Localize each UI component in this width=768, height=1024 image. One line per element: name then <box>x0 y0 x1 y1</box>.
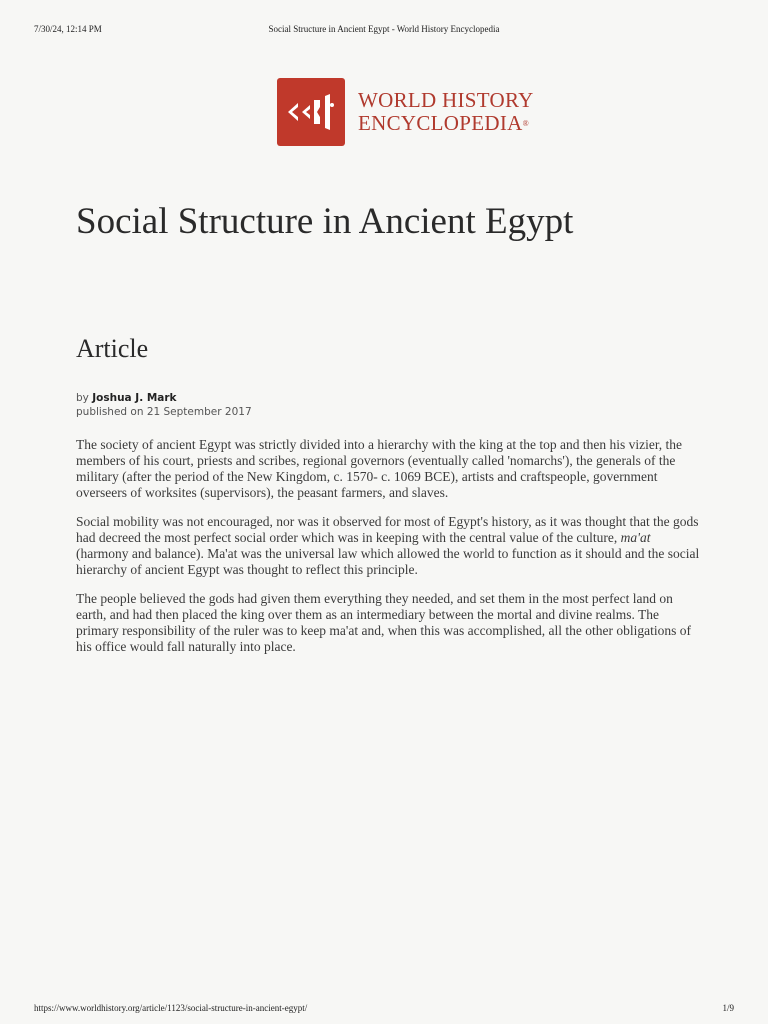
paragraph-2: Social mobility was not encouraged, nor was it observed for most of Egypt's history, as it was thought that the gods had decreed the most perfect social order which was in keeping with the central value of the culture, ma'at (harmony and balance). Ma'at was the universal law which allowed the world to function as it should and the social hierarchy of ancient Egypt was thought to reflect this principle. <box>76 514 700 577</box>
byline <box>76 391 252 419</box>
maat-term-link[interactable]: ma'at <box>620 530 651 545</box>
print-header <box>34 24 734 38</box>
print-page-number: 1/9 <box>722 1003 734 1013</box>
publish-date: published on 21 September 2017 <box>76 406 252 418</box>
print-footer <box>34 1003 734 1015</box>
section-heading: Article <box>76 334 149 363</box>
paragraph-1: The society of ancient Egypt was strictly divided into a hierarchy with the king at the top and then his vizier, the members of his court, priests and scribes, regional governors (eventually called 'nomarchs'), the generals of the military (after the period of the New Kingdom, c. 1570- c. 1069 BCE), artists and craftspeople, government overseers of worksites (supervisors), the peasant farmers, and slaves. <box>76 437 683 500</box>
logo-line-1: WORLD HISTORY <box>358 88 534 112</box>
article-title: Social Structure in Ancient Egypt <box>76 201 574 242</box>
site-logo[interactable] <box>277 78 577 148</box>
paragraph-3: The people believed the gods had given them everything they needed, and set them in the most perfect land on earth, and had then placed the king over them as an intermediary between the mortal and divine realms. The primary responsibility of the ruler was to keep ma'at and, when this was accomplished, all the other obligations of his office would fall naturally into place. <box>76 591 692 654</box>
registered-mark: ® <box>522 119 529 128</box>
by-prefix: by <box>76 392 89 404</box>
print-url: https://www.worldhistory.org/article/1123/social-structure-in-ancient-egypt/ <box>34 1003 308 1013</box>
logo-line-2: ENCYCLOPEDIA® <box>358 111 529 135</box>
logo-mark-icon <box>277 78 345 146</box>
print-datetime: 7/30/24, 12:14 PM <box>34 24 102 34</box>
article-body <box>76 437 704 668</box>
author-line <box>76 391 252 405</box>
print-page-title: Social Structure in Ancient Egypt - World History Encyclopedia <box>268 24 500 34</box>
author-link[interactable]: Joshua J. Mark <box>92 392 177 404</box>
logo-wordmark <box>358 89 534 135</box>
